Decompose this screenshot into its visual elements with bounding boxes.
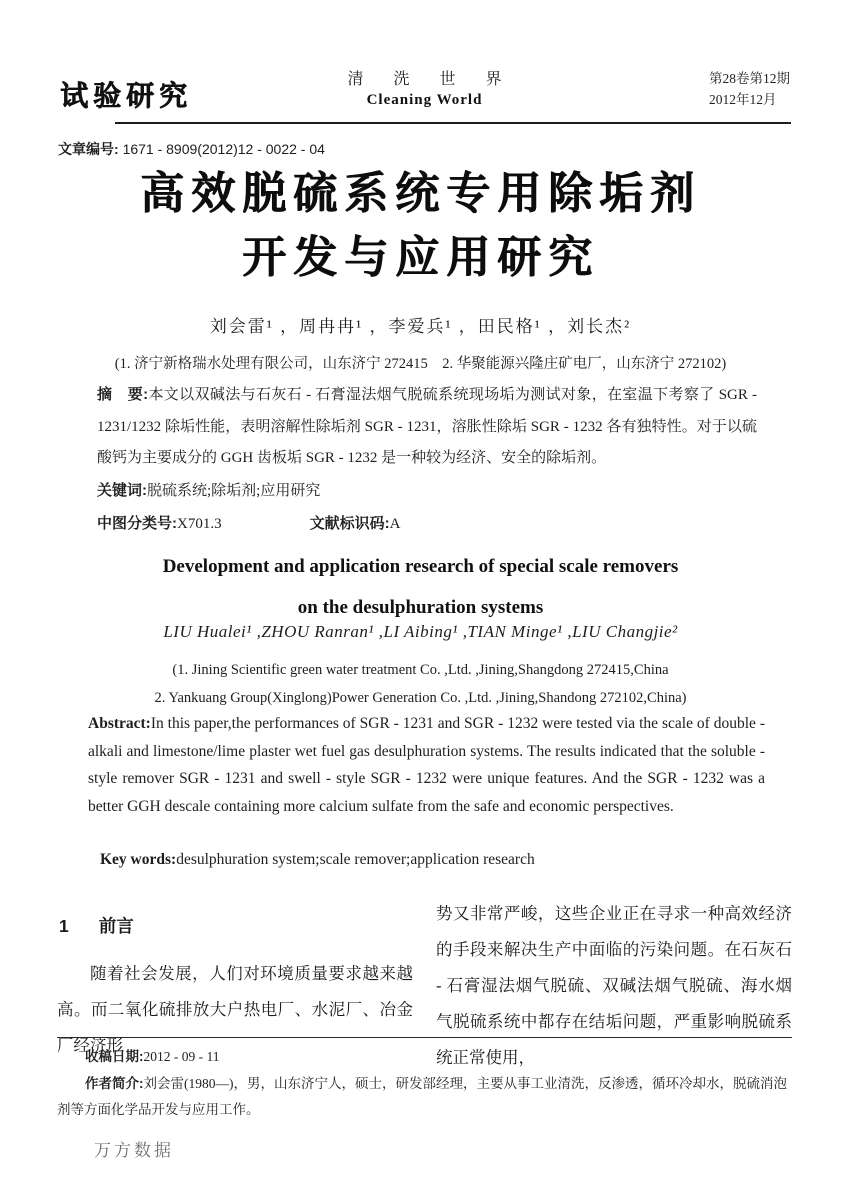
abstract-cn-label: 摘 要: [97, 386, 149, 403]
abstract-en-text: In this paper,the performances of SGR - 1231 and SGR - 1232 were tested via the scale of double - alkali and limestone/lime plaster wet fuel gas desulphuration systems. The results indicated that the soluble - style remover SGR - 1231 and swell - style SGR - 1232 were unique features. And the SGR - 1232 was a better GGH descale containing more calcium sulfate from the safe and economic perspectives. [88, 715, 765, 816]
header-divider [115, 122, 791, 124]
affiliation-en-line1: (1. Jining Scientific green water treatment Co. ,Ltd. ,Jining,Shangdong 272415,China [172, 662, 669, 678]
doc-code-pair [310, 516, 401, 532]
wanfang-watermark: 万方数据 [94, 1141, 174, 1160]
authors-cn: 刘会雷¹ ，周冉冉¹ ，李爱兵¹ ，田民格¹ ，刘长杰² [209, 317, 632, 336]
issue-volume: 第28卷第12期 [709, 71, 790, 86]
doc-code-label: 文献标识码: [309, 515, 390, 532]
journal-title-cn: 清 洗 世 界 [347, 71, 515, 88]
keywords-cn [97, 475, 757, 508]
abstract-cn [97, 379, 757, 475]
abstract-en [88, 710, 765, 821]
keywords-cn-text: 脱硫系统;除垢剂;应用研究 [147, 482, 321, 499]
abstract-cn-text: 本文以双碱法与石灰石 - 石膏湿法烟气脱硫系统现场垢为测试对象，在室温下考察了 SGR - 1231/1232 除垢性能，表明溶解性除垢剂 SGR - 1231，溶胀性除垢 SGR - 1232 各有独特性。对于以硫酸钙为主要成分的 GGH 齿板垢 SGR - 1232 是一种较为经济、安全的除垢剂。 [97, 387, 757, 466]
article-number-label: 文章编号: [58, 141, 119, 157]
author-bio-text: 刘会雷(1980—)，男，山东济宁人，硕士，研发部经理，主要从事工业清洗，反渗透，循环冷却水，脱硫消泡剂等方面化学品开发与应用工作。 [57, 1075, 787, 1117]
journal-header [57, 66, 792, 122]
keywords-en-text: desulphuration system;scale remover;application research [176, 851, 535, 868]
footnote-divider [57, 1037, 792, 1038]
abstract-en-label: Abstract: [88, 715, 151, 732]
paper-title-en-line2: on the desulphuration systems [297, 597, 544, 618]
paper-title-cn-line1: 高效脱硫系统专用除垢剂 [140, 169, 701, 218]
journal-title-block [57, 66, 792, 109]
doc-code-value: A [389, 516, 401, 532]
section-1-title: 前言 [98, 916, 134, 936]
paper-title-en [0, 546, 841, 628]
keywords-en [100, 851, 535, 869]
section-1-number: 1 [59, 916, 69, 936]
article-number-line [58, 139, 325, 159]
footnotes [57, 1044, 794, 1124]
affiliation-cn: (1. 济宁新格瑞水处理有限公司，山东济宁 272415 2. 华聚能源兴隆庄矿电厂，山东济宁 272102) [114, 356, 727, 372]
issue-info [709, 68, 790, 110]
column-logo: 试验研究 [60, 80, 193, 111]
author-bio-label: 作者简介: [85, 1075, 144, 1091]
clc-line [97, 508, 757, 541]
clc-value: X701.3 [177, 516, 222, 532]
journal-title-en: Cleaning World [366, 92, 483, 108]
keywords-cn-label: 关键词: [97, 481, 147, 499]
paper-title-cn [0, 162, 841, 290]
paper-title-cn-line2: 开发与应用研究 [242, 233, 599, 282]
body-left-paragraph: 随着社会发展，人们对环境质量要求越来越高。而二氧化硫排放大户热电厂、水泥厂、冶金厂经济形 [57, 964, 413, 1055]
issue-date: 2012年12月 [709, 92, 777, 107]
body-right-paragraph: 势又非常严峻，这些企业正在寻求一种高效经济的手段来解决生产中面临的污染问题。在石灰石 - 石膏湿法烟气脱硫、双碱法烟气脱硫、海水烟气脱硫系统中都存在结垢问题，严重影响脱硫系统正常使用， [436, 904, 792, 1067]
author-bio-line [57, 1071, 794, 1124]
received-date-value: 2012 - 09 - 11 [143, 1049, 220, 1064]
article-number-value: 1671 - 8909(2012)12 - 0022 - 04 [122, 141, 325, 157]
received-date-label: 收稿日期: [85, 1049, 144, 1064]
keywords-en-label: Key words: [100, 851, 177, 868]
section-1-heading [59, 908, 413, 944]
cn-meta-block [97, 379, 757, 541]
received-date-line [57, 1044, 794, 1071]
clc-pair [97, 516, 222, 532]
affiliation-en-line2: 2. Yankuang Group(Xinglong)Power Generation Co. ,Ltd. ,Jining,Shandong 272102,China) [154, 690, 687, 706]
clc-label: 中图分类号: [97, 515, 177, 532]
paper-title-en-line1: Development and application research of special scale removers [162, 556, 679, 577]
authors-en: LIU Hualei¹ ,ZHOU Ranran¹ ,LI Aibing¹ ,TIAN Minge¹ ,LIU Changjie² [163, 622, 678, 641]
affiliation-en [0, 656, 841, 712]
